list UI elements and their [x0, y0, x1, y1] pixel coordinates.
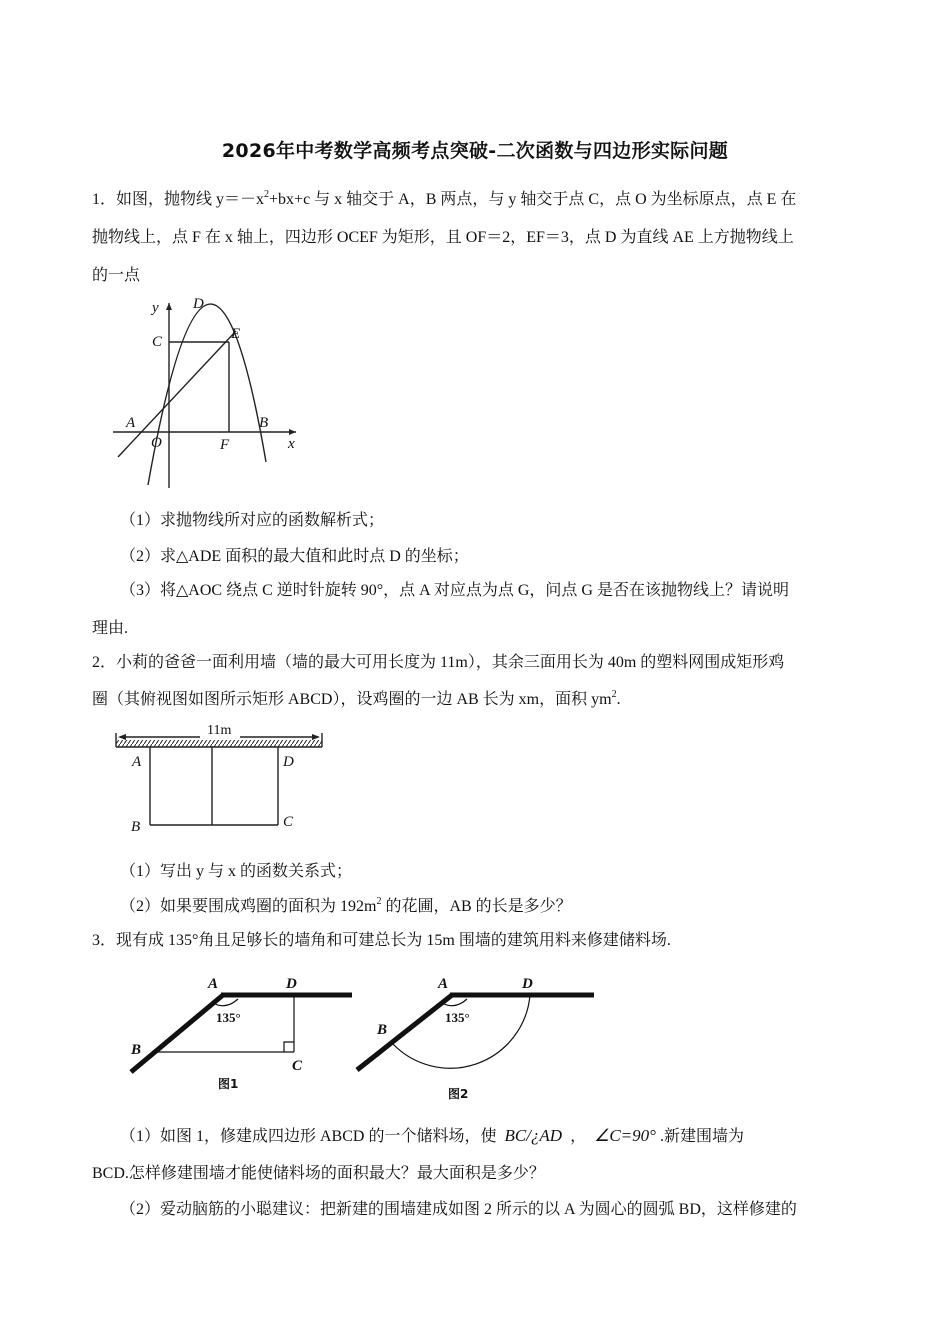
label-c: C — [292, 1058, 303, 1074]
figure-caption: 图2 — [448, 1087, 469, 1101]
wall-ab — [131, 995, 223, 1072]
page-title: 2026年中考数学高频考点突破-二次函数与四边形实际问题 — [221, 140, 729, 162]
q3-line1: 3．现有成 135°角且足够长的墙角和可建总长为 15m 围墙的建筑用料来修建储料场. — [92, 932, 671, 949]
arc-bd — [392, 995, 530, 1068]
wall-length-label: 11m — [207, 723, 232, 738]
q1-sub1: （1）求抛物线所对应的函数解析式； — [120, 512, 385, 529]
q2-line1: 2．小莉的爸爸一面利用墙（墙的最大可用长度为 11m），其余三面用长为 40m 的塑料网围成矩形鸡 — [92, 654, 785, 671]
label-x: x — [288, 436, 295, 452]
math-bc-parallel-ad: BC/¿AD — [504, 1126, 563, 1145]
q1-sub3: （3）将△AOC 绕点 C 逆时针旋转 90°，点 A 对应点为点 G，问点 G 是否在该抛物线上？请说明 — [120, 582, 789, 599]
label-a: A — [132, 754, 142, 770]
label-a: A — [438, 976, 449, 992]
q2-sub2: （2）如果要围成鸡圈的面积为 $192m^2$ 的花圃，AB 的长是多少？ — [120, 896, 572, 915]
q2-line2: 圈（其俯视图如图所示矩形 ABCD），设鸡圈的一边 AB 长为 xm，面积 $ym^2$. — [92, 689, 621, 708]
q1-line2: 抛物线上，点 F 在 x 轴上，四边形 OCEF 为矩形，且 OF＝2，EF＝3，点 D 为直线 AE 上方抛物线上 — [92, 229, 794, 246]
label-c: C — [283, 814, 294, 830]
label-d: D — [522, 976, 533, 992]
q1-line1: 1．如图，抛物线 $y=-x^2+bx+c$ 与 x 轴交于 A，B 两点，与 y 轴交于点 C，点 O 为坐标原点，点 E 在 — [92, 189, 797, 208]
q3-sub1-cont: BCD.怎样修建围墙才能使储料场的面积最大？最大面积是多少？ — [92, 1165, 545, 1182]
y-axis-arrow — [166, 303, 172, 310]
q1-sub2: （2）求△ADE 面积的最大值和此时点 D 的坐标； — [120, 548, 469, 565]
label-b: B — [377, 1022, 388, 1038]
label-d: D — [286, 976, 297, 992]
angle-label: 135° — [445, 1010, 470, 1025]
label-a: A — [126, 415, 136, 431]
q3-sub2: （2）爱动脑筋的小聪建议：把新建的围墙建成如图 2 所示的以 A 为圆心的圆弧 BD，这样修建的 — [120, 1201, 797, 1218]
label-y: y — [152, 300, 159, 316]
label-f: F — [220, 437, 230, 453]
wall-ab — [357, 995, 452, 1070]
label-d: D — [283, 754, 294, 770]
label-a: A — [208, 976, 219, 992]
parabola-curve — [148, 304, 269, 485]
q3-sub1: （1）如图 1，修建成四边形 ABCD 的一个储料场，使 BC/¿AD ， ∠C=90° .新建围墙为 — [120, 1126, 744, 1145]
q3-figure-2 — [350, 968, 600, 1108]
label-b: B — [131, 1042, 142, 1058]
label-d: D — [193, 296, 204, 312]
right-angle-mark — [284, 1042, 294, 1052]
label-c: C — [152, 334, 163, 350]
figure-caption: 图1 — [218, 1077, 239, 1091]
q2-sub1: （1）写出 y 与 x 的函数关系式； — [120, 863, 353, 880]
label-b: B — [131, 819, 141, 835]
label-e: E — [231, 326, 241, 342]
q1-parabola-figure — [100, 290, 320, 495]
q1-line3: 的一点 — [92, 267, 141, 284]
q3-figure-1 — [120, 968, 360, 1098]
label-b: B — [259, 415, 269, 431]
math-angle-c: ∠C=90° — [594, 1126, 656, 1145]
line-ae — [118, 331, 236, 457]
wall-hatch — [116, 740, 322, 747]
q2-rectangle-figure — [110, 718, 330, 836]
angle-label: 135° — [216, 1010, 241, 1025]
label-o: O — [151, 435, 162, 451]
q1-sub3-cont: 理由. — [92, 620, 129, 637]
x-axis-arrow — [289, 429, 296, 435]
